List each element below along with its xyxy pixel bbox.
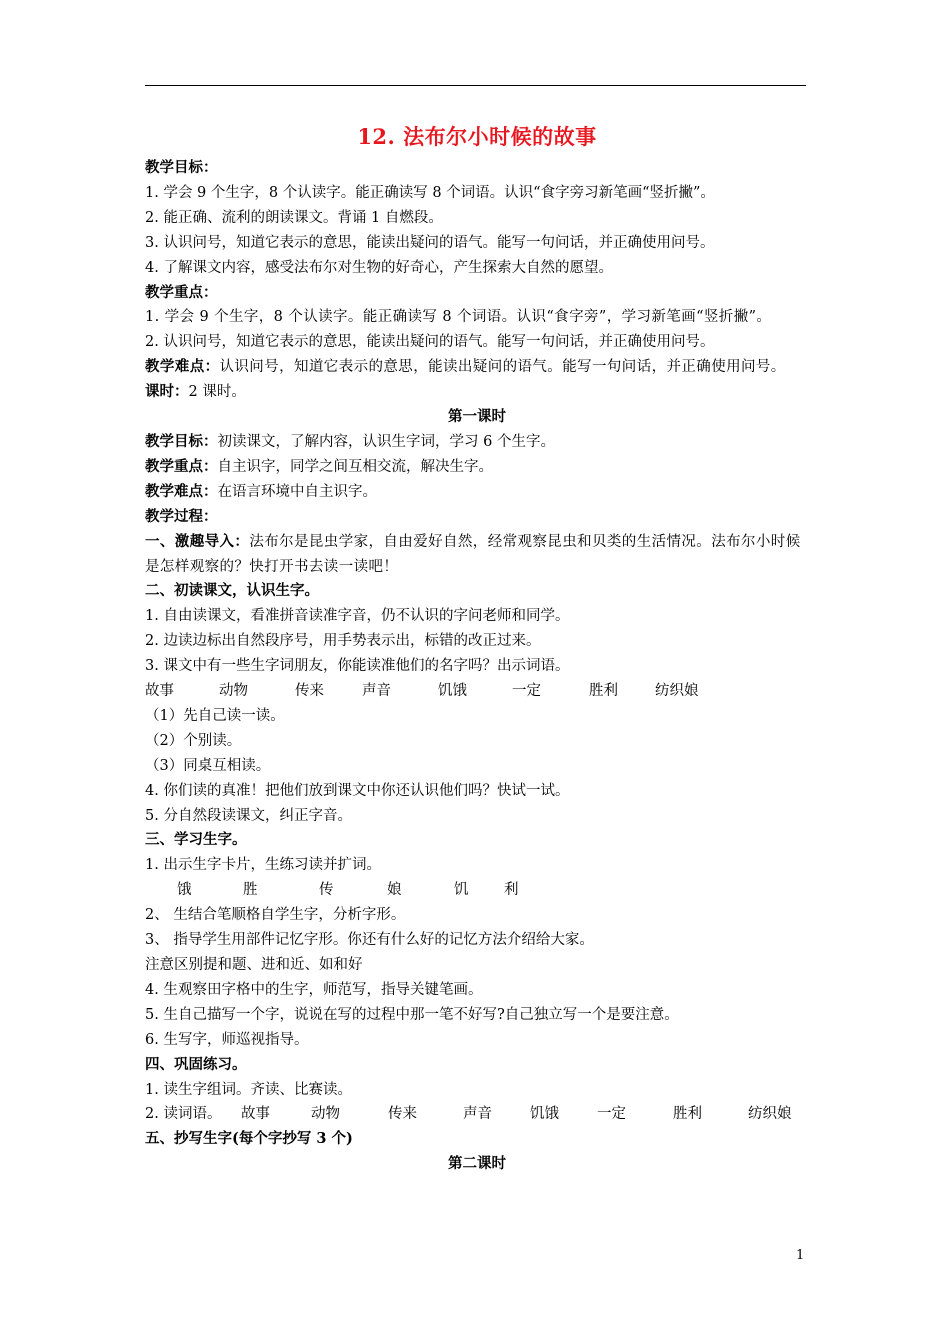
section-2-item: 5. 分自然段读课文，纠正字音。 xyxy=(145,807,352,824)
section-2-item: 2. 边读边标出自然段序号，用手势表示出，标错的改正过来。 xyxy=(145,633,541,650)
focus-heading: 教学重点： xyxy=(145,283,218,301)
character: 娘 xyxy=(387,882,402,899)
vocabulary-word: 声音 xyxy=(362,683,391,700)
lesson1-goal xyxy=(145,430,809,455)
section-4-heading: 四、巩固练习。 xyxy=(145,1055,247,1073)
vocabulary-word: 动物 xyxy=(219,683,248,700)
section-2-item: 1. 自由读课文，看准拼音读准字音，仍不认识的字问老师和同学。 xyxy=(145,608,570,625)
lesson1-difficulty-text: 在语言环境中自主识字。 xyxy=(217,483,377,500)
vocabulary-word: 纺织娘 xyxy=(748,1106,792,1123)
document-title: 12. 法布尔小时候的故事 xyxy=(357,124,597,149)
section-1-label: 一、激趣导入： xyxy=(145,532,250,550)
character: 利 xyxy=(504,882,519,899)
section-3-heading: 三、学习生字。 xyxy=(145,831,247,849)
vocabulary-word: 胜利 xyxy=(673,1106,702,1123)
vocabulary-word: 饥饿 xyxy=(438,683,467,700)
vocabulary-word: 故事 xyxy=(241,1106,270,1123)
lesson1-heading: 第一课时 xyxy=(448,408,506,426)
difficulty-text: 认识问号，知道它表示的意思，能读出疑问的语气。能写一句问话，并正确使用问号。 xyxy=(219,359,786,376)
lesson1-goal-label: 教学目标： xyxy=(145,432,218,450)
section-2-subitem: （1）先自己读一读。 xyxy=(145,707,285,724)
section-2-item: 4. 你们读的真准！把他们放到课文中你还认识他们吗？快试一试。 xyxy=(145,782,570,799)
section-3-item: 注意区别提和题、进和近、如和好 xyxy=(145,957,363,973)
character: 饿 xyxy=(177,882,192,899)
lesson1-goal-text: 初读课文，了解内容，认识生字词，学习 6 个生字。 xyxy=(217,433,555,450)
character: 饥 xyxy=(454,882,469,899)
section-2-item: 3. 课文中有一些生字词朋友，你能读准他们的名字吗？出示词语。 xyxy=(145,658,570,675)
vocabulary-word: 饥饿 xyxy=(530,1106,559,1123)
vocabulary-word: 纺织娘 xyxy=(655,683,699,700)
process-heading: 教学过程： xyxy=(145,507,218,525)
section-4-item-prefix: 2. 读词语。 xyxy=(145,1106,222,1123)
lesson1-focus-label: 教学重点： xyxy=(145,457,218,475)
vocabulary-row xyxy=(145,679,809,704)
section-4-vocabulary-row xyxy=(145,1102,809,1127)
lesson2-heading: 第二课时 xyxy=(448,1155,506,1173)
period-line xyxy=(145,380,809,405)
section-1-paragraph xyxy=(145,530,809,580)
focus-item: 2. 认识问号，知道它表示的意思，能读出疑问的语气。能写一句问话，并正确使用问号。 xyxy=(145,334,715,351)
period-text: 2 课时。 xyxy=(188,384,246,401)
character: 传 xyxy=(319,882,334,899)
lesson1-focus xyxy=(145,455,809,480)
section-1-text: 法布尔是昆虫学家，自由爱好自然，经常观察昆虫和贝类的生活情况。法布尔小时候是怎样观察的？快打开书去读一读吧！ xyxy=(145,533,801,575)
focus-item: 1. 学会 9 个生字，8 个认读字。能正确读写 8 个词语。认识“食字旁”，学习新笔画“竖折撇”。 xyxy=(145,309,772,326)
section-4-item: 1. 读生字组词。齐读、比赛读。 xyxy=(145,1081,352,1098)
period-label: 课时： xyxy=(145,383,189,401)
difficulty-label: 教学难点： xyxy=(145,358,220,376)
header-rule xyxy=(145,85,806,86)
goal-item: 4. 了解课文内容，感受法布尔对生物的好奇心，产生探索大自然的愿望。 xyxy=(145,259,613,276)
vocabulary-word: 故事 xyxy=(145,683,174,700)
section-3-item: 4. 生观察田字格中的生字，师范写，指导关键笔画。 xyxy=(145,981,483,998)
vocabulary-word: 胜利 xyxy=(589,683,618,700)
section-2-subitem: （3）同桌互相读。 xyxy=(145,757,271,774)
vocabulary-word: 动物 xyxy=(311,1106,340,1123)
goals-heading: 教学目标： xyxy=(145,159,218,176)
vocabulary-word: 声音 xyxy=(463,1106,492,1123)
vocabulary-word: 传来 xyxy=(388,1106,417,1123)
section-3-item: 6. 生写字，师巡视指导。 xyxy=(145,1031,309,1048)
section-2-heading: 二、初读课文，认识生字。 xyxy=(145,582,319,600)
section-3-item: 5. 生自己描写一个字，说说在写的过程中那一笔不好写?自己独立写一个是要注意。 xyxy=(145,1006,679,1023)
goal-item: 2. 能正确、流利的朗读课文。背诵 1 自燃段。 xyxy=(145,209,443,226)
lesson1-focus-text: 自主识字，同学之间互相交流，解决生字。 xyxy=(217,458,493,475)
difficulty-paragraph xyxy=(145,355,809,380)
character: 胜 xyxy=(243,882,258,899)
section-5-heading: 五、抄写生字(每个字抄写 3 个) xyxy=(145,1130,353,1148)
vocabulary-word: 一定 xyxy=(512,683,541,700)
goal-item: 1. 学会 9 个生字，8 个认读字。能正确读写 8 个词语。认识“食字旁习新笔画“竖折撇”。 xyxy=(145,184,715,201)
character-row xyxy=(145,878,809,903)
lesson1-difficulty-label: 教学难点： xyxy=(145,482,218,500)
page-number: 1 xyxy=(796,1248,805,1263)
document-body xyxy=(145,120,809,1177)
lesson1-difficulty xyxy=(145,480,809,505)
goal-item: 3. 认识问号，知道它表示的意思，能读出疑问的语气。能写一句问话，并正确使用问号。 xyxy=(145,234,715,251)
section-3-item: 2、 生结合笔顺格自学生字，分析字形。 xyxy=(145,907,406,924)
vocabulary-word: 传来 xyxy=(295,683,324,700)
section-3-item: 1. 出示生字卡片，生练习读并扩词。 xyxy=(145,857,381,874)
vocabulary-word: 一定 xyxy=(597,1106,626,1123)
section-2-subitem: （2）个别读。 xyxy=(145,732,242,749)
section-3-item: 3、 指导学生用部件记忆字形。你还有什么好的记忆方法介绍给大家。 xyxy=(145,932,594,949)
